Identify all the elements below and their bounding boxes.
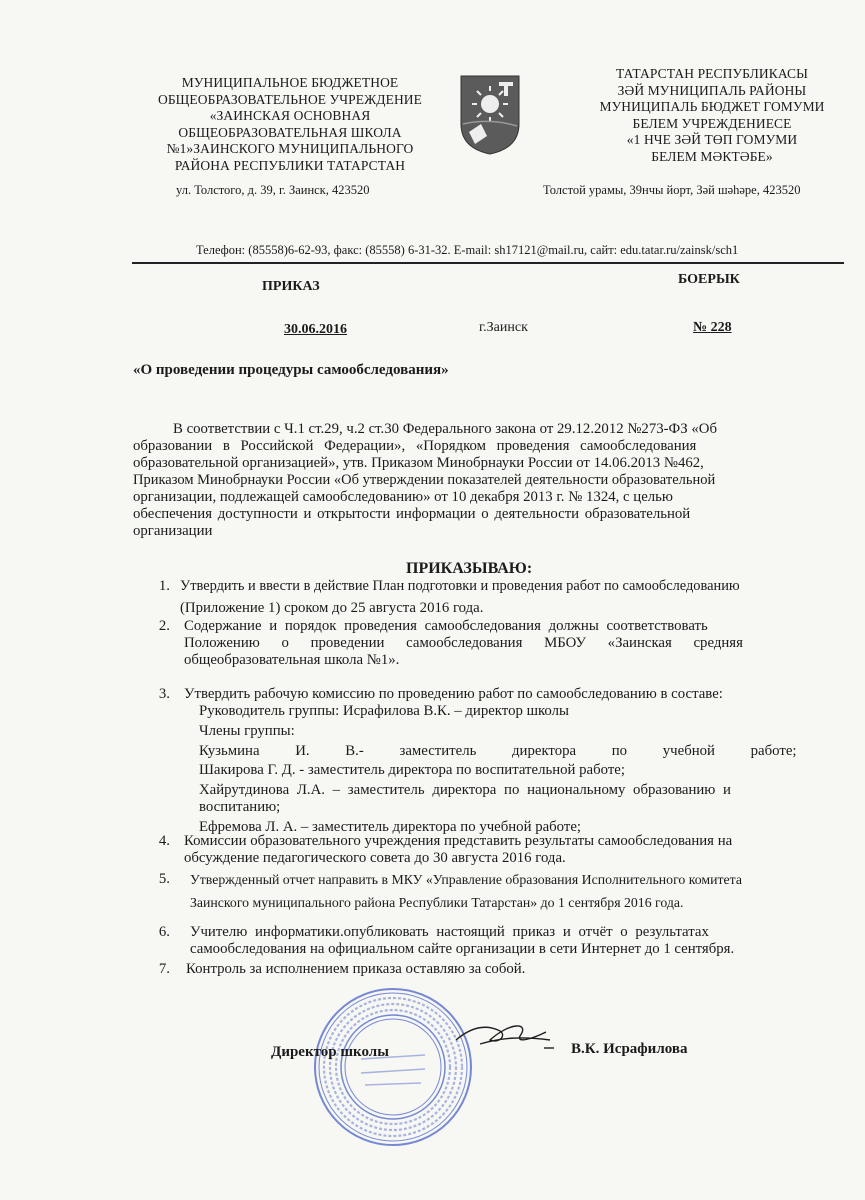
list-item-line: Учителю информатики.опубликовать настоящий приказ и отчёт о результатах (190, 924, 709, 940)
item-number: 5. (158, 871, 170, 887)
address-tt: Толстой урамы, 39нчы йорт, Зәй шәһәре, 423520 (543, 183, 801, 197)
order-number: № 228 (693, 320, 732, 335)
order-city: г.Заинск (479, 320, 528, 335)
preamble-line: организации (133, 523, 213, 539)
list-item-line: Заинского муниципального района Республики Татарстан» до 1 сентября 2016 года. (190, 895, 684, 910)
order-word: ПРИКАЗЫВАЮ: (406, 560, 533, 577)
order-subject: «О проведении процедуры самообследования» (133, 362, 449, 378)
signature-position: Директор школы (271, 1044, 389, 1060)
order-title-ru: ПРИКАЗ (262, 279, 320, 294)
list-item-line: общеобразовательная школа №1». (184, 652, 400, 668)
list-item (190, 924, 830, 958)
preamble (133, 421, 826, 540)
commission-member: Кузьмина И. В.- заместитель директора по учебной работе; (199, 743, 797, 759)
commission-head: Руководитель группы: Исрафилова В.К. – директор школы (199, 703, 569, 719)
commission-members-label: Члены группы: (199, 723, 295, 739)
preamble-line: В соответствии с Ч.1 ст.29, ч.2 ст.30 Федерального закона от 29.12.2012 №273-ФЗ «Об (173, 421, 717, 437)
preamble-line: обеспечения доступности и открытости информации о деятельности образовательной (133, 506, 691, 522)
school-name-tt-line: ТАТАРСТАН РЕСПУБЛИКАСЫ (615, 66, 809, 81)
school-name-tt-line: БЕЛЕМ МӘКТӘБЕ» (651, 148, 773, 164)
school-name-ru-line: РАЙОНА РЕСПУБЛИКИ ТАТАРСТАН (174, 157, 406, 173)
order-date: 30.06.2016 (284, 322, 347, 337)
school-name-tt-line: БЕЛЕМ УЧРЕЖДЕНИЕСЕ (632, 115, 792, 131)
school-name-ru-line: МУНИЦИПАЛЬНОЕ БЮДЖЕТНОЕ (181, 75, 399, 90)
list-item-line: Контроль за исполнением приказа оставляю за собой. (186, 961, 526, 977)
list-item-line: самообследования на официальном сайте организации в сети Интернет до 1 сентября. (190, 941, 735, 957)
school-name-tt-line: «1 НЧЕ ЗӘЙ ТӨП ГОМУМИ (626, 132, 798, 147)
school-name-ru-line: №1»ЗАИНСКОГО МУНИЦИПАЛЬНОГО (166, 141, 414, 156)
list-item (186, 961, 826, 978)
signature-name: В.К. Исрафилова (571, 1041, 688, 1057)
item-number: 4. (158, 833, 170, 849)
zainsk-coat-of-arms-icon (459, 74, 521, 156)
handwritten-signature-icon (450, 1010, 580, 1060)
contacts-line: Телефон: (85558)6-62-93, факс: (85558) 6-31-32. E-mail: sh17121@mail.ru, сайт: edu.tatar.ru/zainsk/sch1 (196, 243, 739, 257)
commission-member: воспитанию; (199, 799, 281, 815)
commission-list (199, 703, 827, 836)
list-item (184, 686, 825, 703)
item-number: 6. (158, 924, 170, 940)
commission-member: Шакирова Г. Д. - заместитель директора по воспитательной работе; (199, 762, 625, 778)
school-name-ru-line: ОБЩЕОБРАЗОВАТЕЛЬНОЕ УЧРЕЖДЕНИЕ (157, 91, 422, 107)
school-name-ru (140, 75, 440, 174)
list-item-line: (Приложение 1) сроком до 25 августа 2016 года. (180, 600, 484, 616)
list-item-line: Положению о проведении самообследования МБОУ «Заинская средняя (184, 635, 743, 651)
list-item (190, 871, 830, 911)
preamble-line: образовании в Российской Федерации», «Порядком проведения самообследования (133, 438, 697, 454)
preamble-line: организации, подлежащей самообследованию» от 10 декабря 2013 г. № 1324, с целью (133, 489, 673, 505)
header-divider (132, 262, 844, 264)
order-title-tt: БОЕРЫК (678, 272, 740, 287)
school-name-tt-line: ЗӘЙ МУНИЦИПАЛЬ РАЙОНЫ (617, 82, 807, 98)
list-item (184, 618, 825, 669)
item-number: 2. (158, 618, 170, 634)
item-number: 7. (158, 961, 170, 977)
school-name-tt (567, 66, 857, 165)
list-item (184, 833, 829, 867)
list-item-line: Утвержденный отчет направить в МКУ «Управление образования Исполнительного комитета (190, 872, 742, 887)
school-name-tt-line: МУНИЦИПАЛЬ БЮДЖЕТ ГОМУМИ (599, 99, 825, 114)
preamble-line: Приказом Минобрнауки России «Об утверждении показателей деятельности образовательной (133, 472, 716, 488)
list-item-line: Утвердить рабочую комиссию по проведению работ по самообследованию в составе: (184, 686, 723, 702)
list-item-line: обсуждение педагогического совета до 30 августа 2016 года. (184, 850, 566, 866)
preamble-line: образовательной организацией», утв. Приказом Минобрнауки России от 14.06.2013 №462, (133, 455, 704, 471)
school-name-ru-line: «ЗАИНСКАЯ ОСНОВНАЯ (209, 108, 371, 123)
item-number: 1. (158, 578, 170, 594)
list-item-line: Содержание и порядок проведения самообследования должны соответствовать (184, 618, 708, 634)
commission-member: Хайрутдинова Л.А. – заместитель директора по национальному образованию и (199, 782, 731, 798)
commission-member: Ефремова Л. А. – заместитель директора по учебной работе; (199, 819, 582, 835)
list-item-line: Комиссии образовательного учреждения представить результаты самообследования на (184, 833, 733, 849)
list-item (180, 578, 825, 617)
school-name-ru-line: ОБЩЕОБРАЗОВАТЕЛЬНАЯ ШКОЛА (178, 124, 402, 140)
list-item-line: Утвердить и ввести в действие План подготовки и проведения работ по самообследованию (180, 578, 740, 594)
address-ru: ул. Толстого, д. 39, г. Заинск, 423520 (176, 183, 370, 197)
item-number: 3. (158, 686, 170, 702)
